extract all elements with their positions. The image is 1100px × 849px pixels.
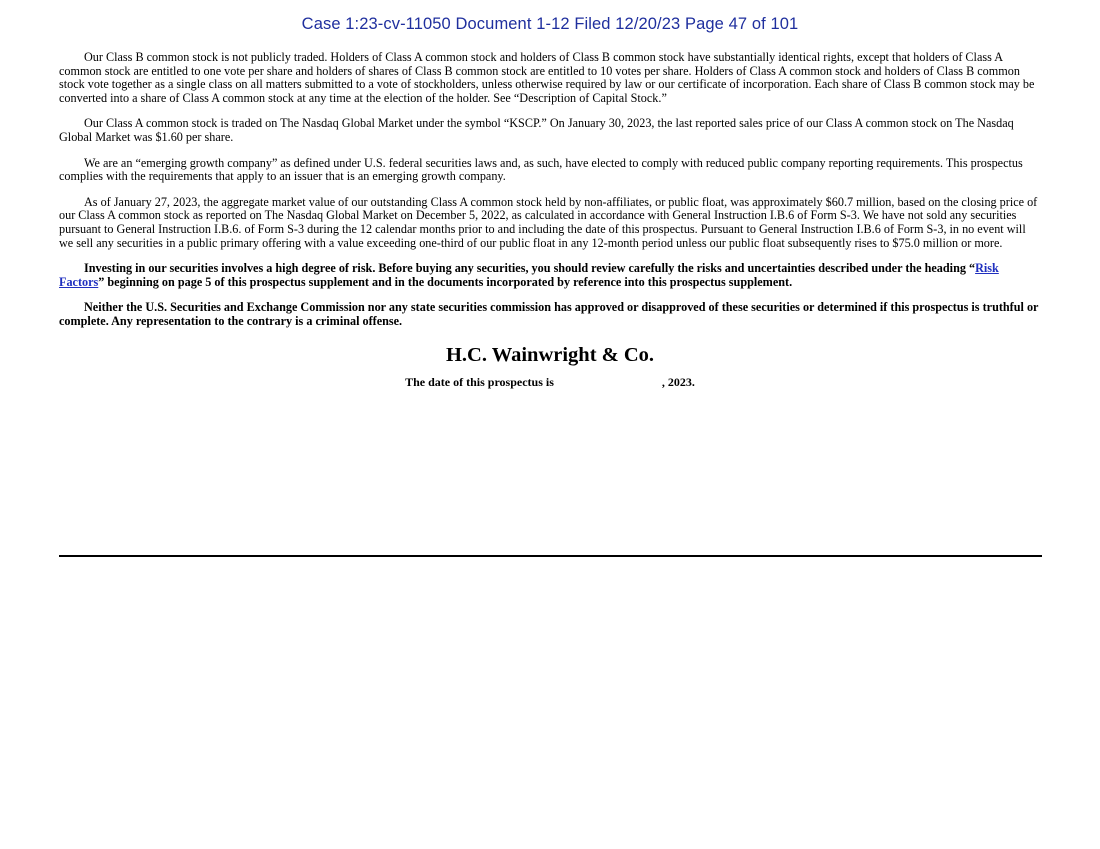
- risk-warning-text-start: Investing in our securities involves a high degree of risk. Before buying any securities, you should review carefully the risks and uncertainties described under the heading “: [84, 261, 976, 276]
- underwriter-name: H.C. Wainwright & Co.: [445, 343, 655, 366]
- nasdaq-trading-paragraph: Our Class A common stock is traded on The Nasdaq Global Market under the symbol “KSCP.” On January 30, 2023, the last reported sales price of our Class A common stock on The Nasdaq Global Market was $1.60 per share.: [59, 116, 1014, 144]
- public-float-paragraph: As of January 27, 2023, the aggregate market value of our outstanding Class A common stock held by non-affiliates, or public float, was approximately $60.7 million, based on the closing price of our Class A common stock as reported on The Nasdaq Global Market on December 5, 2022, as calculated in accordance with General Instruction I.B.6 of Form S-3. We have not sold any securities pursuant to General Instruction I.B.6. of Form S-3 during the 12 calendar months prior to and including the date of this prospectus. Pursuant to General Instruction I.B.6 of Form S-3, in no event will we sell any securities in a public primary offering with a value exceeding one-third of our public float in any 12-month period unless our public float subsequently rises to $75.0 million or more.: [59, 194, 1038, 250]
- case-header: Case 1:23-cv-11050 Document 1-12 Filed 12/20/23 Page 47 of 101: [301, 15, 799, 33]
- risk-warning-paragraph: [59, 262, 1041, 289]
- emerging-growth-paragraph: We are an “emerging growth company” as defined under U.S. federal securities laws and, as such, have elected to comply with reduced public company reporting requirements. This prospectus complies with the requirements that apply to an issuer that is an emerging growth company.: [59, 155, 1023, 184]
- sec-notice-paragraph: Neither the U.S. Securities and Exchange Commission nor any state securities commission has approved or disapproved of these securities or determined if this prospectus is truthful or complete. Any representation to the contrary is a criminal offense.: [59, 300, 1039, 328]
- risk-warning-text-end: ” beginning on page 5 of this prospectus supplement and in the documents incorporated by reference into this prospectus supplement.: [98, 274, 793, 289]
- prospectus-date-line: [59, 376, 1041, 390]
- class-b-stock-paragraph: Our Class B common stock is not publicly traded. Holders of Class A common stock and holders of Class B common stock have substantially identical rights, except that holders of Class A common stock are entitled to one vote per share and holders of shares of Class B common stock are entitled to 10 votes per share. Holders of Class A common stock and holders of Class B common stock vote together as a single class on all matters submitted to a vote of stockholders, unless otherwise required by law or our certificate of incorporation. Each share of Class B common stock may be converted into a share of Class A common stock at any time at the election of the holder. See “Description of Capital Stock.”: [59, 50, 1035, 105]
- risk-factors-link[interactable]: Risk Factors: [59, 261, 999, 289]
- date-suffix: , 2023.: [661, 375, 695, 390]
- prospectus-body: [59, 51, 1041, 390]
- date-prefix: The date of this prospectus is: [405, 375, 554, 390]
- bottom-divider: [59, 555, 1042, 557]
